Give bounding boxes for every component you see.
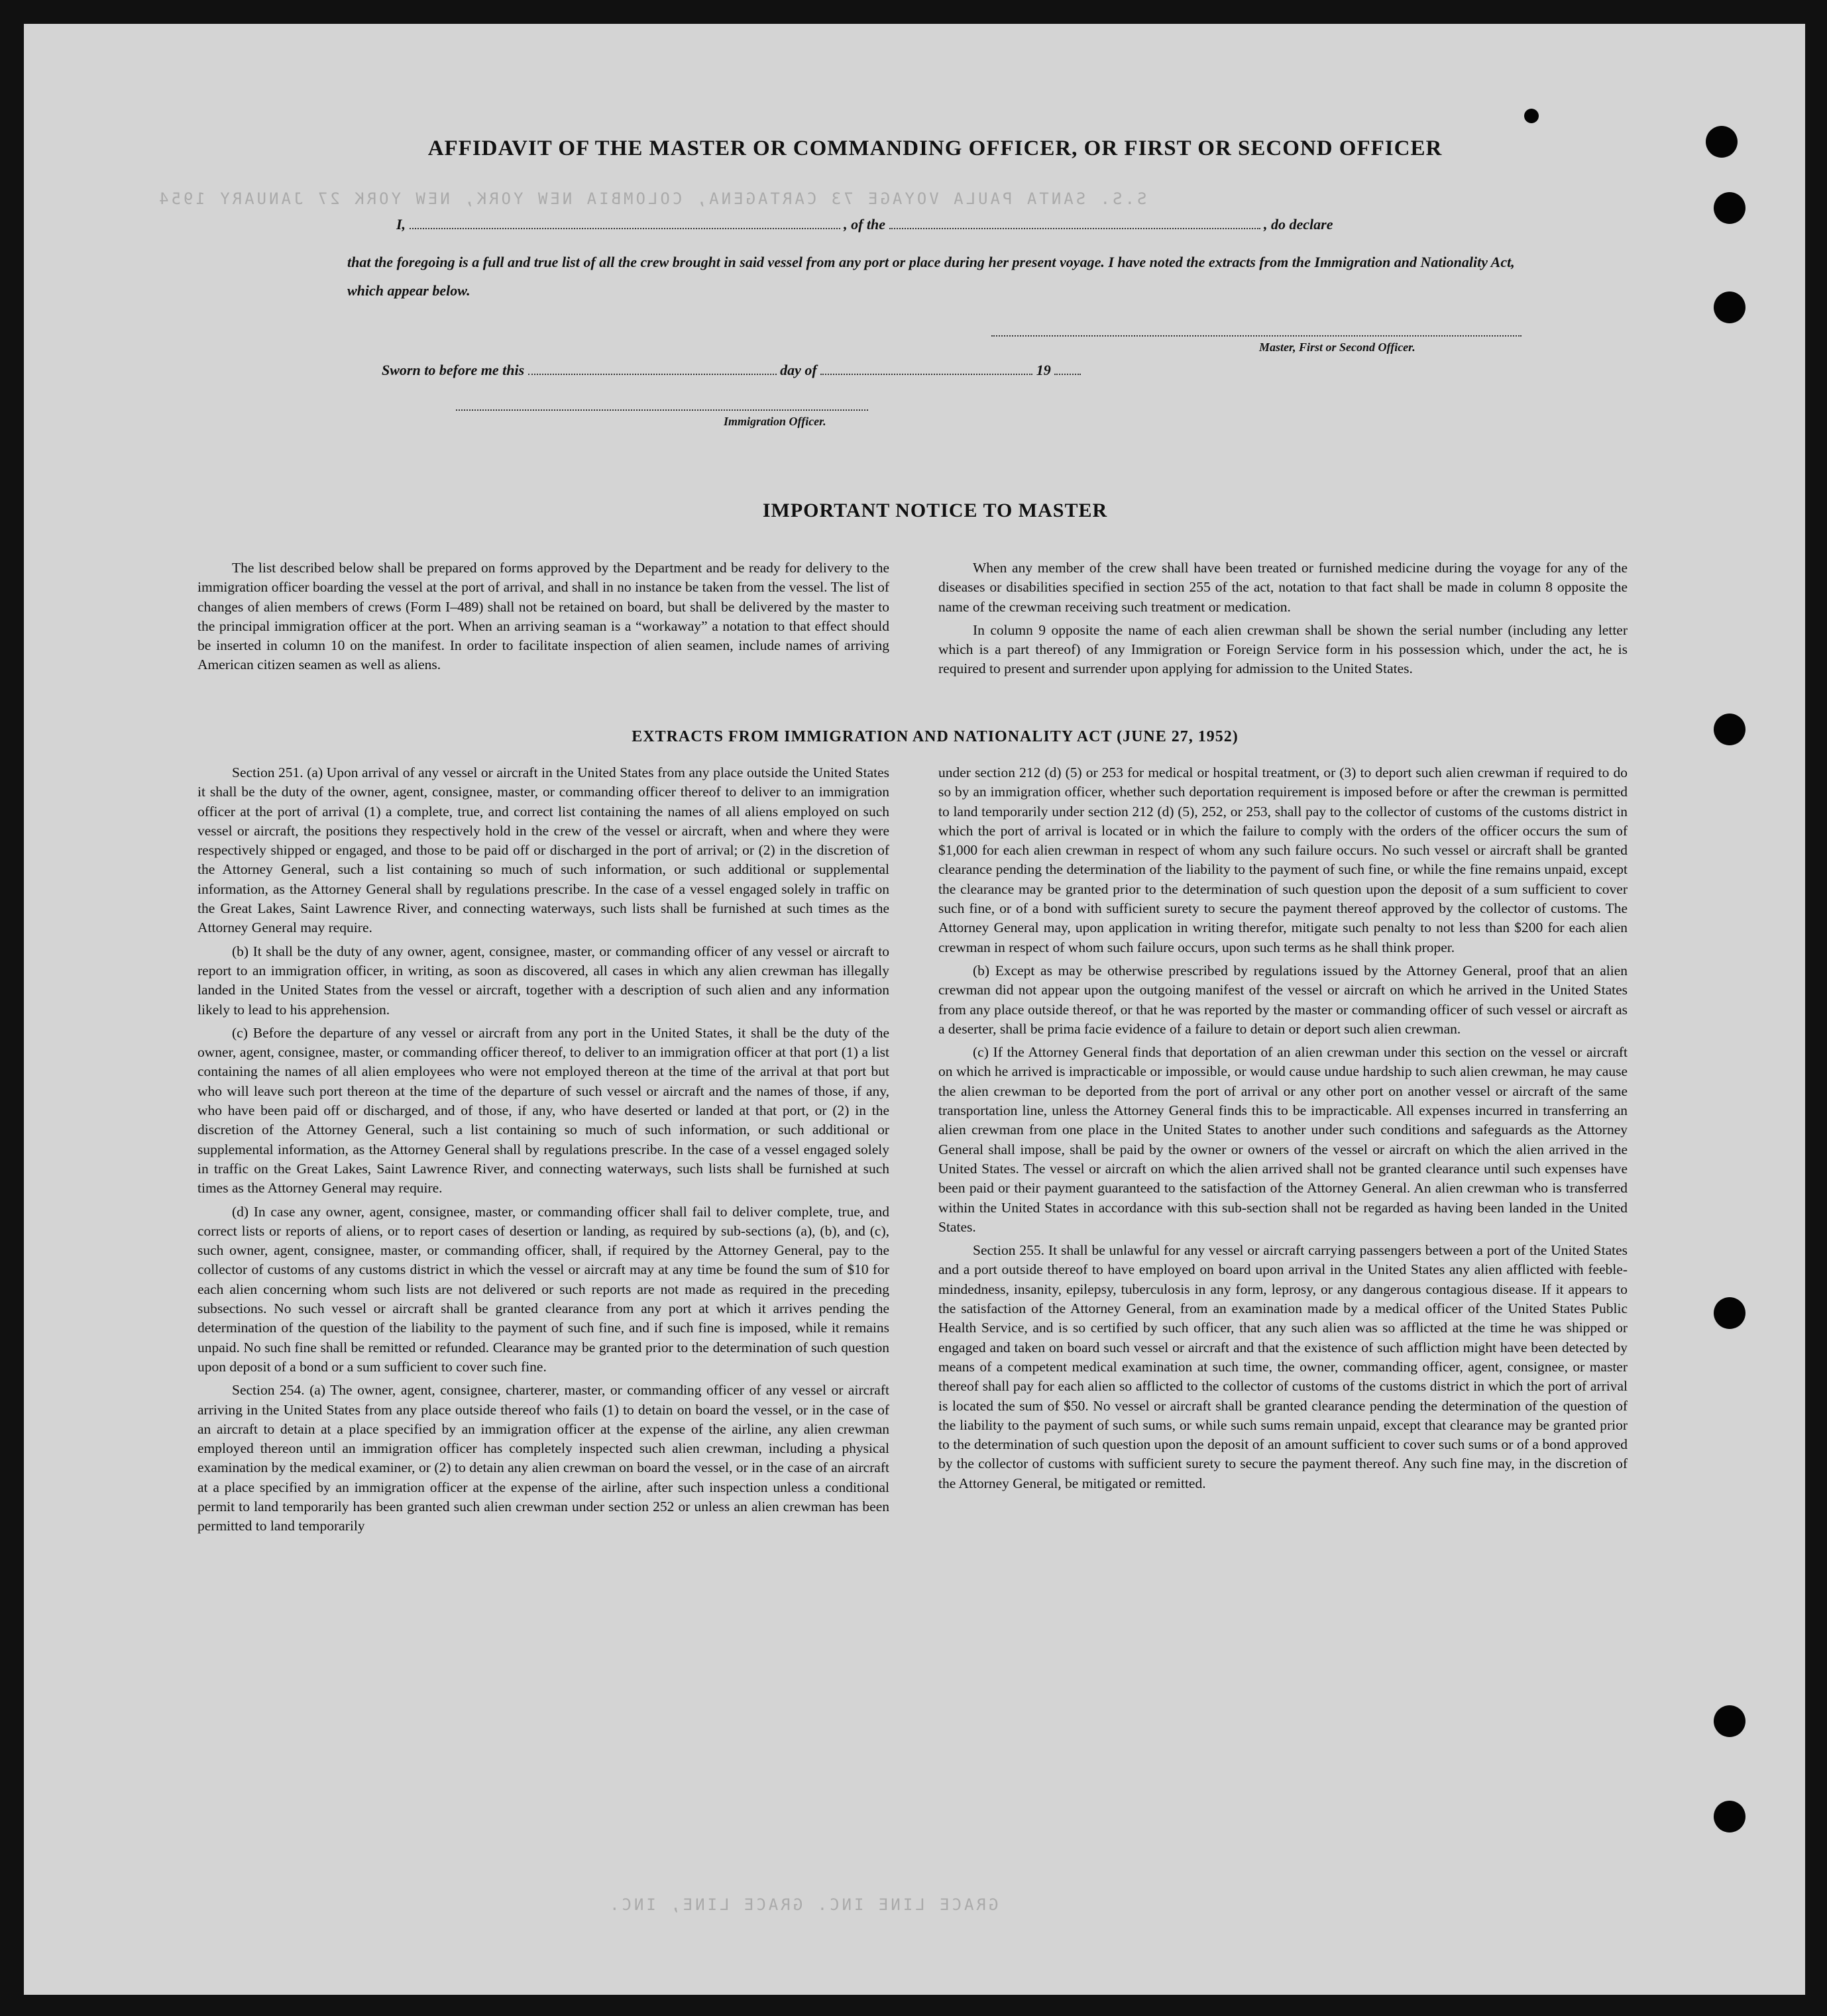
section-254a: Section 254. (a) The owner, agent, consignee, charterer, master, or commanding officer of any vessel or aircraft arriving in the United States from any place outside thereof who fails (1) to detain on board the vessel, or in the case of an aircraft to detain at a place specified by an immigration officer at the expense of the airline, any alien crewman employed thereon until an immigration officer has completely inspected such alien crewman, including a physical examination by the medical examiner, or (2) to detain any alien crewman on board the vessel, or in the case of an aircraft at a place specified by an immigration officer at the expense of the airline, after such inspection unless a conditional permit to land temporarily has been granted such alien crewman under section 252 or unless an alien crewman has been permitted to land temporarily bbox=[197, 1382, 889, 1534]
punch-hole bbox=[1714, 714, 1745, 745]
notice-heading: IMPORTANT NOTICE TO MASTER bbox=[762, 500, 1108, 521]
i-label: I, bbox=[396, 216, 406, 233]
do-declare-label: , do declare bbox=[1264, 216, 1333, 233]
section-254b: (b) Except as may be otherwise prescribed by regulations issued by the Attorney General, proof that an alien crewman did not appear upon the outgoing manifest of the vessel or aircraft on which he arrived in the United States from any place outside thereof, or that he was reported by the master or commanding officer of such vessel or aircraft as a deserter, shall be prima facie evidence of a failure to detain or deport such alien crewman. bbox=[938, 962, 1628, 1037]
extracts-left-column bbox=[197, 763, 889, 1540]
sworn-day-blank bbox=[528, 366, 777, 375]
punch-hole bbox=[1714, 192, 1745, 224]
punch-hole bbox=[1706, 126, 1738, 158]
month-blank bbox=[820, 366, 1032, 375]
master-caption: Master, First or Second Officer. bbox=[1259, 341, 1415, 354]
punch-hole bbox=[1714, 292, 1745, 323]
officer-caption: Immigration Officer. bbox=[724, 415, 826, 428]
bleed-through-decoration: GRACE LINE INC. GRACE LINE, INC. bbox=[607, 1895, 999, 1914]
notice-right-paragraph-1: When any member of the crew shall have been treated or furnished medicine during the voyage for any of the diseases or disabilities specified in section 255 of the act, notation to that fact shall be made in column 8 opposite the name of the crewman receiving such treatment or medication. bbox=[938, 560, 1628, 615]
officer-signature-line bbox=[456, 409, 868, 411]
sworn-label: Sworn to before me this bbox=[382, 362, 525, 378]
section-251a: Section 251. (a) Upon arrival of any vessel or aircraft in the United States from any place outside the United States it shall be the duty of the owner, agent, consignee, master, or commanding officer thereof to deliver to an immigration officer at the port of arrival (1) a complete, true, and correct list containing the names of all aliens employed on such vessel or aircraft, the positions they respectively hold in the crew of the vessel or aircraft, when and where they were respectively shipped or engaged, and those to be paid off or discharged in the port of arrival; or (2) in the discretion of the Attorney General, such a list containing so much of such information, or such additional or supplemental information, as the Attorney General shall by regulations prescribe. In the case of a vessel engaged solely in traffic on the Great Lakes, Saint Lawrence River, and connecting waterways, such lists shall be furnished at such times as the Attorney General may require. bbox=[197, 765, 889, 936]
document-page bbox=[24, 24, 1805, 1995]
punch-hole bbox=[1524, 109, 1539, 123]
sworn-line bbox=[382, 362, 1081, 379]
extracts-right-column bbox=[938, 763, 1628, 1497]
notice-right-paragraph-2: In column 9 opposite the name of each alien crewman shall be shown the serial number (including any letter which is a part thereof) of any Immigration or Foreign Service form in his possession which, under the act, he is required to present and surrender upon applying for admission to the United States. bbox=[938, 621, 1628, 677]
extracts-heading: EXTRACTS FROM IMMIGRATION AND NATIONALITY ACT (JUNE 27, 1952) bbox=[632, 728, 1239, 745]
affidavit-heading: AFFIDAVIT OF THE MASTER OR COMMANDING OFFICER, OR FIRST OR SECOND OFFICER bbox=[427, 136, 1443, 160]
notice-right-column bbox=[938, 558, 1628, 683]
section-255: Section 255. It shall be unlawful for any vessel or aircraft carrying passengers between a port of the United States and a port outside thereof to have employed on board upon arrival in the United States any alien afflicted with feeble-mindedness, insanity, epilepsy, tuberculosis in any form, leprosy, or any dangerous contagious disease. If it appears to the satisfaction of the Attorney General, from an examination made by a medical officer of the United States Public Health Service, and is so certified by such officer, that any such alien was so afflicted at the time he was shipped or engaged and taken on board such vessel or aircraft and that the existence of such affliction might have been detected by means of a competent medical examination at such time, the owner, commanding officer, agent, consignee, or master thereof shall pay for each alien so afflicted to the collector of customs of the customs district in which the port of arrival is located the sum of $50. No vessel or aircraft shall be granted clearance pending the determination of the question of the liability to the payment of such sums, or while such sums remain unpaid, except that clearance may be granted prior to the determination of such question upon the deposit of an amount sufficient to cover such sums or of a bond approved by the collector of customs with sufficient surety to secure the payment thereof. Any such fine may, in the discretion of the Attorney General, be mitigated or remitted. bbox=[938, 1242, 1628, 1491]
section-251b: (b) It shall be the duty of any owner, agent, consignee, master, or commanding officer of any vessel or aircraft to report to an immigration officer, in writing, as soon as discovered, all cases in which any alien crewman has illegally landed in the United States from the vessel or aircraft, together with a description of such alien and any information likely to lead to his apprehension. bbox=[197, 943, 889, 1018]
punch-hole bbox=[1714, 1705, 1745, 1737]
master-signature-line bbox=[991, 335, 1522, 337]
year-blank bbox=[1054, 366, 1081, 375]
bleed-through-decoration: S.S. SANTA PAULA VOYAGE 73 CARTAGENA, COLOMBIA NEW YORK, NEW YORK 27 JANUARY 1954 bbox=[156, 189, 1147, 208]
section-251d: (d) In case any owner, agent, consignee, master, or commanding officer shall fail to deliver complete, true, and correct lists or reports of aliens, or to report cases of desertion or landing, as required by sub-sections (a), (b), and (c), such owner, agent, consignee, master, or commanding officer, shall, if required by the Attorney General, pay to the collector of customs of any customs district in which the vessel or aircraft may at any time be found the sum of $10 for each alien concerning whom such lists are not delivered or such reports are not made as required in the preceding subsections. No such vessel or aircraft shall be granted clearance from any port at which it arrives pending the determination of the question of the liability to the payment of such fine, and if such fine is imposed, while it remains unpaid. No such fine shall be remitted or refunded. Clearance may be granted prior to the determination of such question upon deposit of a bond or a sum sufficient to cover such fine. bbox=[197, 1203, 889, 1375]
section-254c: (c) If the Attorney General finds that deportation of an alien crewman under this section on the vessel or aircraft on which he arrived is impracticable or impossible, or would cause undue hardship to such alien crewman, he may cause the alien crewman to be deported from the port of arrival or any other port on another vessel or aircraft of the same transportation line, unless the Attorney General finds this to be impracticable. All expenses incurred in transferring an alien crewman from one place in the United States to another under such conditions and safeguards as the Attorney General shall impose, shall be paid by the owner or owners of the vessel or aircraft on which the alien arrived in the United States. The vessel or aircraft on which the alien arrived shall not be granted clearance until such expenses have been paid or their payment guaranteed to the satisfaction of the Attorney General. An alien crewman who is transferred within the United States in accordance with this sub-section shall not be regarded as having been landed in the United States. bbox=[938, 1044, 1628, 1235]
of-the-label: , of the bbox=[844, 216, 886, 233]
affidavit-body: that the foregoing is a full and true list of all the crew brought in said vessel from any port or place during her present voyage. I have noted the extracts from the Immigration and Nationality Act, which appear below. bbox=[347, 254, 1515, 299]
year-label: 19 bbox=[1036, 362, 1051, 378]
day-of-label: day of bbox=[780, 362, 817, 378]
name-blank bbox=[410, 220, 840, 229]
affidavit-declaration-line bbox=[396, 216, 1523, 233]
notice-left-column bbox=[197, 558, 889, 679]
punch-hole bbox=[1714, 1297, 1745, 1329]
section-251c: (c) Before the departure of any vessel or aircraft from any port in the United States, it shall be the duty of the owner, agent, consignee, master, or commanding officer thereof, to deliver to an immigration officer at that port (1) a list containing the names of all alien employees who were not employed thereon at the time of the arrival at that port but who will leave such port thereon at the time of the departure of such vessel or aircraft and the names of those, if any, who have been paid off or discharged, and of those, if any, who have deserted or landed at that port, or (2) in the discretion of the Attorney General, such a list containing so much of such information, or such additional or supplemental information, as the Attorney General shall by regulations prescribe. In the case of a vessel engaged solely in traffic on the Great Lakes, Saint Lawrence River, and connecting waterways, such lists shall be furnished at such times as the Attorney General may require. bbox=[197, 1024, 889, 1196]
section-254a-continued: under section 212 (d) (5) or 253 for medical or hospital treatment, or (3) to deport such alien crewman if required to do so by an immigration officer, whether such deportation requirement is imposed before or after the crewman is permitted to land temporarily under section 212 (d) (5), 252, or 253, shall pay to the collector of customs of the customs district in which the port of arrival is located or in which the failure to comply with the orders of the officer occurs the sum of $1,000 for each alien crewman in respect of whom any such failure occurs. No such vessel or aircraft shall be granted clearance pending the determination of the liability to the payment of such fine, or while the fine remains unpaid, except the clearance may be granted prior to the determination of such question upon the deposit of a sum sufficient to cover such fine, or of a bond with sufficient surety to secure the payment thereof approved by the collector of customs. The Attorney General may, upon application in writing therefor, mitigate such penalty to not less than $200 for each alien crewman in respect of whom such failure occurs, upon such terms as he shall think proper. bbox=[938, 765, 1628, 955]
vessel-blank bbox=[889, 220, 1260, 229]
punch-hole bbox=[1714, 1801, 1745, 1832]
notice-left-paragraph: The list described below shall be prepared on forms approved by the Department and be ready for delivery to the immigration officer boarding the vessel at the port of arrival, and shall in no instance be taken from the vessel. The list of changes of alien members of crews (Form I–489) shall not be retained on board, but shall be delivered by the master to the principal immigration officer at the port. When an arriving seaman is a “workaway” a notation to that effect should be inserted in column 10 on the manifest. In order to facilitate inspection of alien seamen, include names of arriving American citizen seamen as well as aliens. bbox=[197, 560, 889, 673]
